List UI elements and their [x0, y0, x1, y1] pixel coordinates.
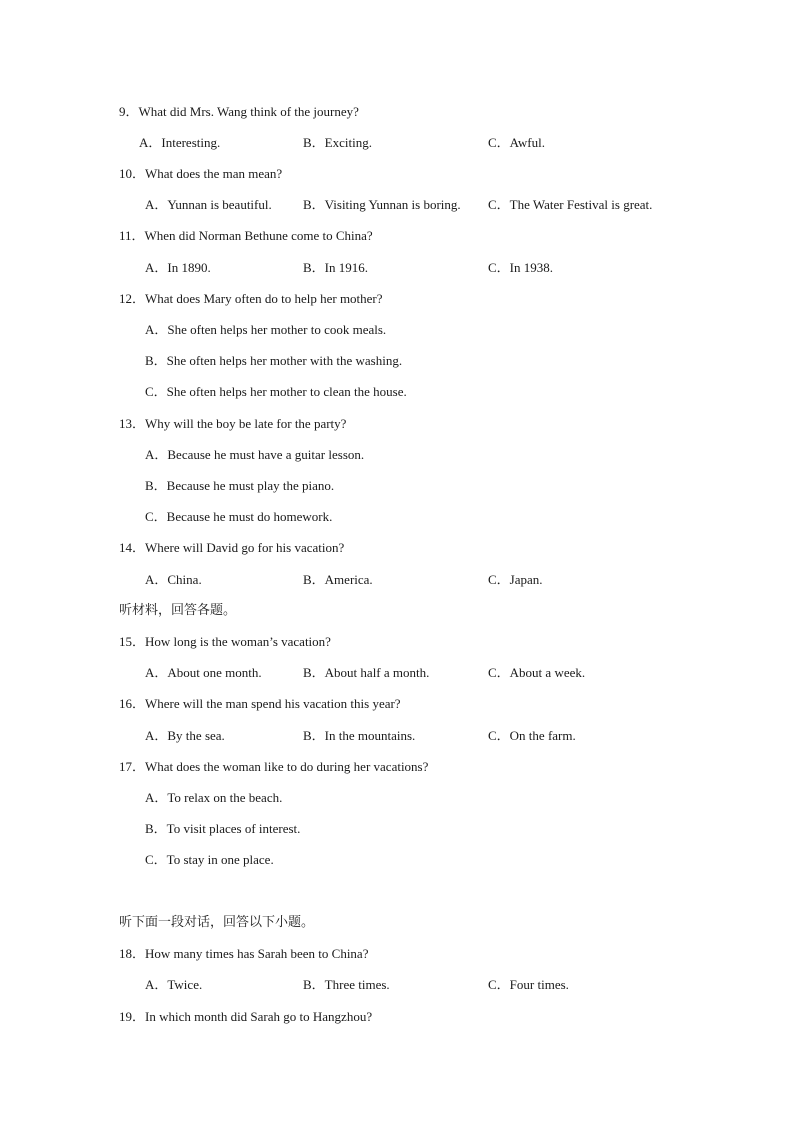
question-10-stem: 10．What does the man mean?: [119, 166, 283, 181]
question-14-option-a: A．China.: [145, 572, 202, 587]
question-13-option-b: B．Because he must play the piano.: [145, 478, 335, 493]
question-9-option-a: A．Interesting.: [139, 135, 221, 150]
question-11-option-c: C．In 1938.: [488, 260, 554, 275]
question-15-option-a: A．About one month.: [145, 665, 262, 680]
question-11-stem: 11．When did Norman Bethune come to China?: [119, 228, 373, 243]
question-15-option-c: C．About a week.: [488, 665, 586, 680]
question-13-option-a: A．Because he must have a guitar lesson.: [145, 447, 365, 462]
question-12-option-a: A．She often helps her mother to cook meals.: [145, 322, 387, 337]
question-10-option-c: C．The Water Festival is great.: [488, 197, 653, 212]
question-16-option-b: B．In the mountains.: [303, 728, 416, 743]
question-13-option-c: C．Because he must do homework.: [145, 509, 333, 524]
question-10-option-a: A．Yunnan is beautiful.: [145, 197, 272, 212]
question-16-option-c: C．On the farm.: [488, 728, 576, 743]
question-18-option-a: A．Twice.: [145, 977, 203, 992]
question-10-option-b: B．Visiting Yunnan is boring.: [303, 197, 461, 212]
question-15-stem: 15．How long is the woman’s vacation?: [119, 634, 331, 649]
question-18-stem: 18．How many times has Sarah been to China?: [119, 946, 369, 961]
question-16-option-a: A．By the sea.: [145, 728, 225, 743]
question-18-option-b: B．Three times.: [303, 977, 390, 992]
section-heading-dialogue: 听下面一段对话，回答以下小题。: [119, 915, 315, 930]
question-14-option-c: C．Japan.: [488, 572, 543, 587]
question-17-stem: 17．What does the woman like to do during her vacations?: [119, 759, 429, 774]
question-9-stem: 9．What did Mrs. Wang think of the journey?: [119, 104, 359, 119]
question-9-option-b: B．Exciting.: [303, 135, 372, 150]
question-16-stem: 16．Where will the man spend his vacation this year?: [119, 696, 401, 711]
question-11-option-b: B．In 1916.: [303, 260, 369, 275]
question-14-stem: 14．Where will David go for his vacation?: [119, 540, 345, 555]
question-17-option-b: B．To visit places of interest.: [145, 821, 301, 836]
question-11-option-a: A．In 1890.: [145, 260, 211, 275]
question-18-option-c: C．Four times.: [488, 977, 569, 992]
question-9-option-c: C．Awful.: [488, 135, 545, 150]
question-12-option-b: B．She often helps her mother with the washing.: [145, 353, 403, 368]
question-17-option-a: A．To relax on the beach.: [145, 790, 283, 805]
question-12-option-c: C．She often helps her mother to clean the house.: [145, 384, 407, 399]
question-17-option-c: C．To stay in one place.: [145, 852, 274, 867]
question-13-stem: 13．Why will the boy be late for the party?: [119, 416, 347, 431]
question-12-stem: 12．What does Mary often do to help her mother?: [119, 291, 383, 306]
question-14-option-b: B．America.: [303, 572, 373, 587]
question-19-stem: 19．In which month did Sarah go to Hangzhou?: [119, 1009, 373, 1024]
question-15-option-b: B．About half a month.: [303, 665, 430, 680]
section-heading-listening-material: 听材料，回答各题。: [119, 603, 237, 618]
